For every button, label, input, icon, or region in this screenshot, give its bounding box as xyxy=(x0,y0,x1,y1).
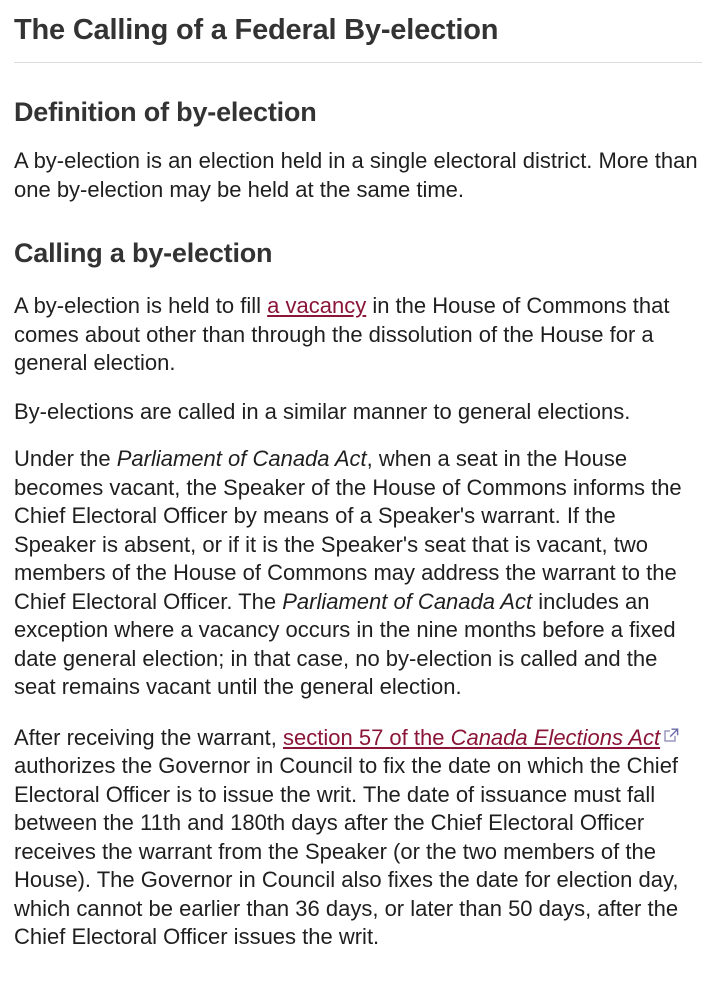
title-divider xyxy=(14,62,702,63)
parliament-text-2: , when a seat in the House becomes vacant, the Speaker of the House of Commons informs the Chief Electoral Officer by means of a Speaker's warrant. If the Speaker is absent, or if it is the Speaker's seat that is vacant, two members of the House of Commons may address the warrant to the Chief Electoral Officer. The xyxy=(14,446,682,614)
page-title: The Calling of a Federal By-election xyxy=(14,14,499,46)
vacancy-text-before: A by-election is held to fill xyxy=(14,293,268,318)
external-link-icon xyxy=(664,722,679,737)
vacancy-paragraph xyxy=(14,292,702,378)
definition-paragraph: A by-election is an election held in a single electoral district. More than one by-election may be held at the same time. xyxy=(14,148,698,202)
definition-heading: Definition of by-election xyxy=(14,97,317,127)
section-57-link-act: Canada Elections Act xyxy=(450,724,661,750)
similar-manner-paragraph: By-elections are called in a similar manner to general elections. xyxy=(14,398,631,424)
warrant-paragraph xyxy=(14,722,702,952)
calling-heading: Calling a by-election xyxy=(14,238,273,268)
parliament-act-paragraph xyxy=(14,445,702,702)
parliament-act-title-2: Parliament of Canada Act xyxy=(282,588,533,614)
parliament-text-3: includes an exception where a vacancy occurs in the nine months before a fixed date general election; in that case, no by-election is called and the seat remains vacant until the general election. xyxy=(14,588,676,699)
section-57-link[interactable] xyxy=(283,725,660,750)
parliament-act-title-1: Parliament of Canada Act xyxy=(116,446,367,471)
parliament-text-1: Under the xyxy=(14,446,117,471)
warrant-text-2: authorizes the Governor in Council to fix the date on which the Chief Electoral Officer is to issue the writ. The date of issuance must fall between the 11th and 180th days after the Chief Electoral Officer receives the warrant from the Speaker (or the two members of the House). The Governor in Council also fixes the date for election day, which cannot be earlier than 36 days, or later than 50 days, after the Chief Electoral Officer issues the writ. xyxy=(14,753,679,949)
vacancy-link[interactable]: a vacancy xyxy=(267,293,367,318)
vacancy-text-after: in the House of Commons that comes about other than through the dissolution of the House for a general election. xyxy=(14,293,670,375)
section-57-link-text: section 57 of the xyxy=(283,724,451,750)
warrant-text-1: After receiving the warrant, xyxy=(14,724,284,750)
